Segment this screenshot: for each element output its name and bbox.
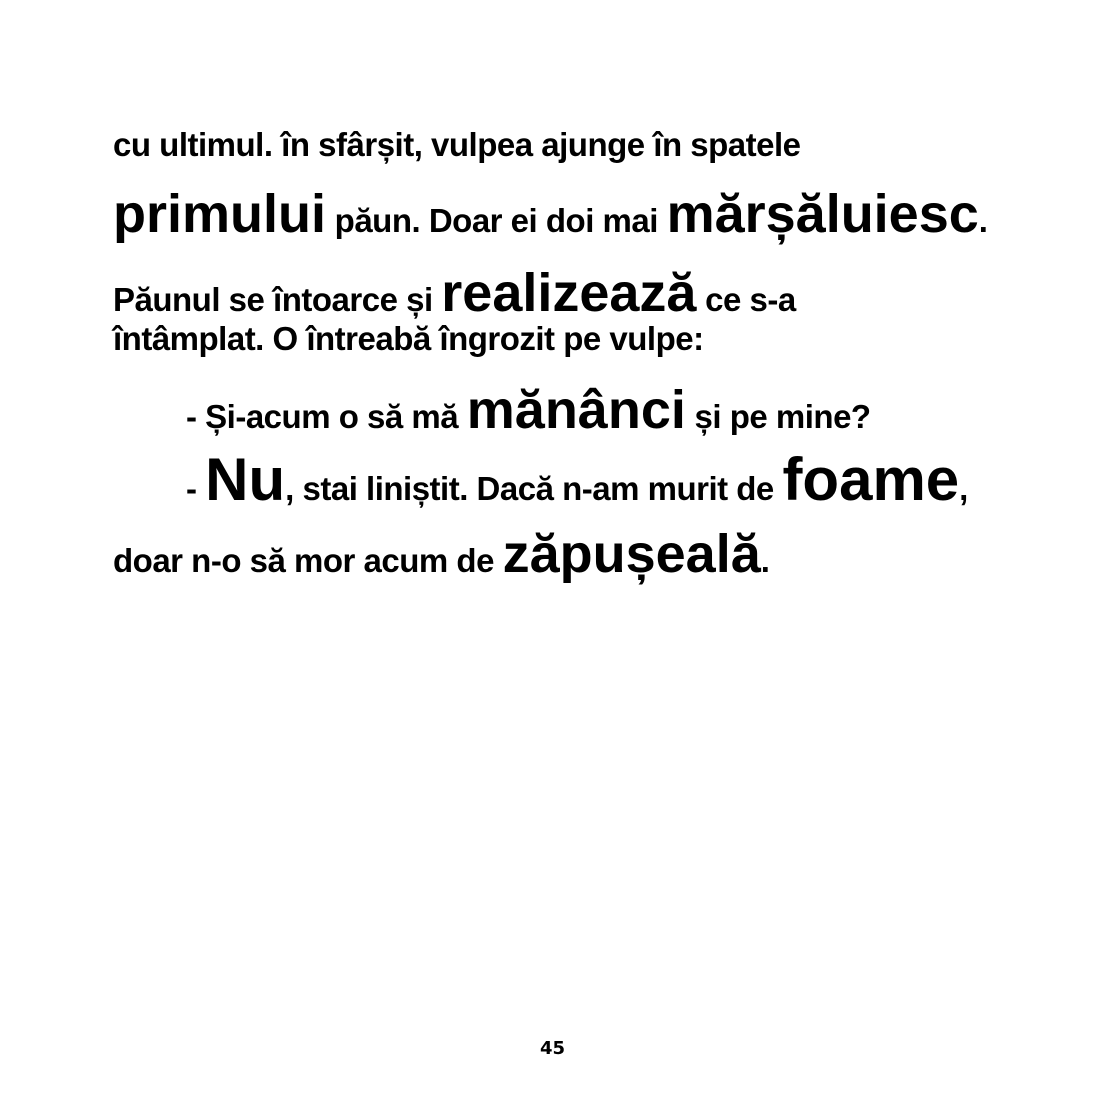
emphasized-word: mărșăluiesc	[666, 184, 979, 244]
text-line-2	[113, 184, 988, 244]
text-segment: păun. Doar ei doi mai	[326, 202, 667, 239]
emphasized-word: mănânci	[466, 380, 686, 440]
text-segment: , stai liniștit. Dacă n-am murit de	[285, 470, 783, 507]
text-segment: întâmplat. O întreabă îngrozit pe vulpe:	[113, 320, 704, 357]
text-line-7	[113, 524, 770, 584]
text-segment: -	[186, 470, 206, 507]
text-segment: ce s-a	[696, 281, 796, 318]
text-segment: Păunul se întoarce și	[113, 281, 442, 318]
text-line-4	[113, 322, 704, 355]
text-segment: și pe mine?	[685, 398, 871, 435]
text-segment: .	[760, 542, 770, 579]
text-segment: ,	[959, 470, 968, 507]
text-segment: doar n-o să mor acum de	[113, 542, 503, 579]
emphasized-word: Nu	[205, 446, 286, 513]
dialogue-line-1	[186, 380, 871, 440]
text-segment: .	[978, 202, 988, 239]
emphasized-word: realizează	[441, 263, 697, 323]
text-line-3	[113, 263, 796, 323]
dialogue-line-2	[186, 446, 968, 513]
text-segment: cu ultimul. în sfârșit, vulpea ajunge în spatele	[113, 126, 801, 163]
text-segment: - Și-acum o să mă	[186, 398, 467, 435]
emphasized-word: foame	[782, 446, 960, 513]
emphasized-word: zăpușeală	[502, 524, 761, 584]
emphasized-word: primului	[113, 184, 326, 244]
page-number: 45	[539, 1038, 566, 1059]
text-line-1	[113, 128, 801, 161]
